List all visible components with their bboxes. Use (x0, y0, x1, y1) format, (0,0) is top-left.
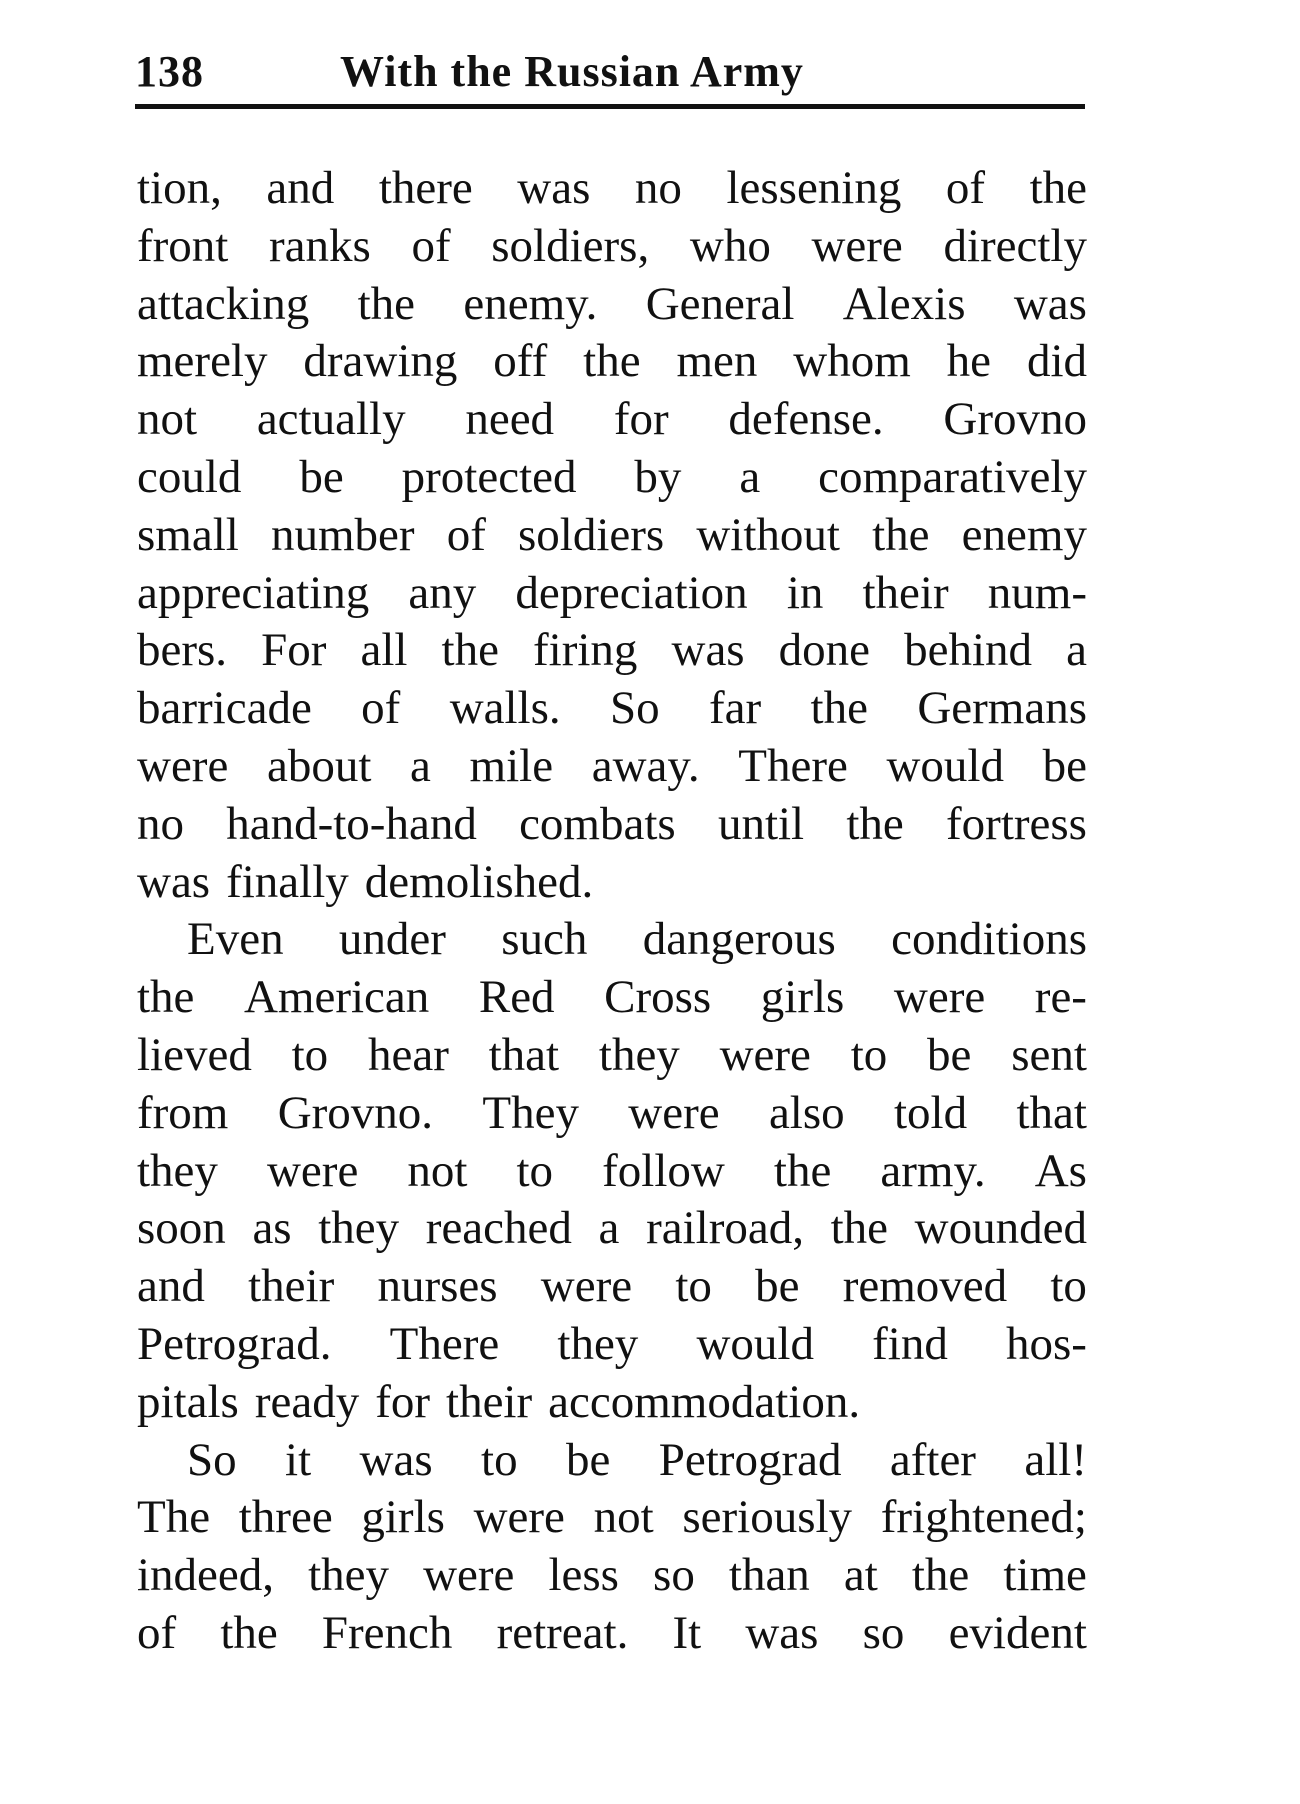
text-line: of the French retreat. It was so evident (137, 1606, 1087, 1659)
text-line: and their nurses were to be removed to (137, 1260, 1087, 1313)
text-line: attacking the enemy. General Alexis was (137, 277, 1087, 330)
text-line: pitals ready for their accommodation. (137, 1375, 861, 1428)
text-line: indeed, they were less so than at the time (137, 1549, 1087, 1602)
text-line: was finally demolished. (137, 855, 594, 908)
text-line: no hand-to-hand combats until the fortress (137, 797, 1087, 850)
text-line: they were not to follow the army. As (137, 1144, 1087, 1197)
text-line: Even under such dangerous conditions (187, 913, 1087, 966)
text-line: could be protected by a comparatively (137, 450, 1087, 503)
text-line: not actually need for defense. Grovno (137, 393, 1087, 446)
text-line: lieved to hear that they were to be sent (137, 1028, 1087, 1081)
text-line: front ranks of soldiers, who were directly (137, 219, 1087, 272)
header-rule (135, 104, 1085, 109)
text-line: tion, and there was no lessening of the (137, 162, 1087, 214)
page-number: 138 (135, 47, 204, 96)
text-line: merely drawing off the men whom he did (137, 335, 1087, 388)
text-line: appreciating any depreciation in their num- (137, 566, 1087, 619)
text-line: So it was to be Petrograd after all! (187, 1433, 1087, 1486)
text-line: barricade of walls. So far the Germans (137, 682, 1087, 735)
text-line: bers. For all the firing was done behind a (137, 624, 1087, 677)
text-line: The three girls were not seriously frightened; (137, 1491, 1087, 1544)
text-line: Petrograd. There they would find hos- (137, 1317, 1087, 1370)
text-line: the American Red Cross girls were re- (137, 971, 1087, 1024)
text-line: small number of soldiers without the enemy (137, 508, 1087, 561)
page-header (135, 40, 1085, 110)
running-title: With the Russian Army (340, 47, 804, 96)
text-line: soon as they reached a railroad, the wounded (137, 1202, 1087, 1255)
text-line: were about a mile away. There would be (137, 739, 1087, 792)
body-text (137, 160, 1087, 1663)
text-line: from Grovno. They were also told that (137, 1086, 1087, 1139)
